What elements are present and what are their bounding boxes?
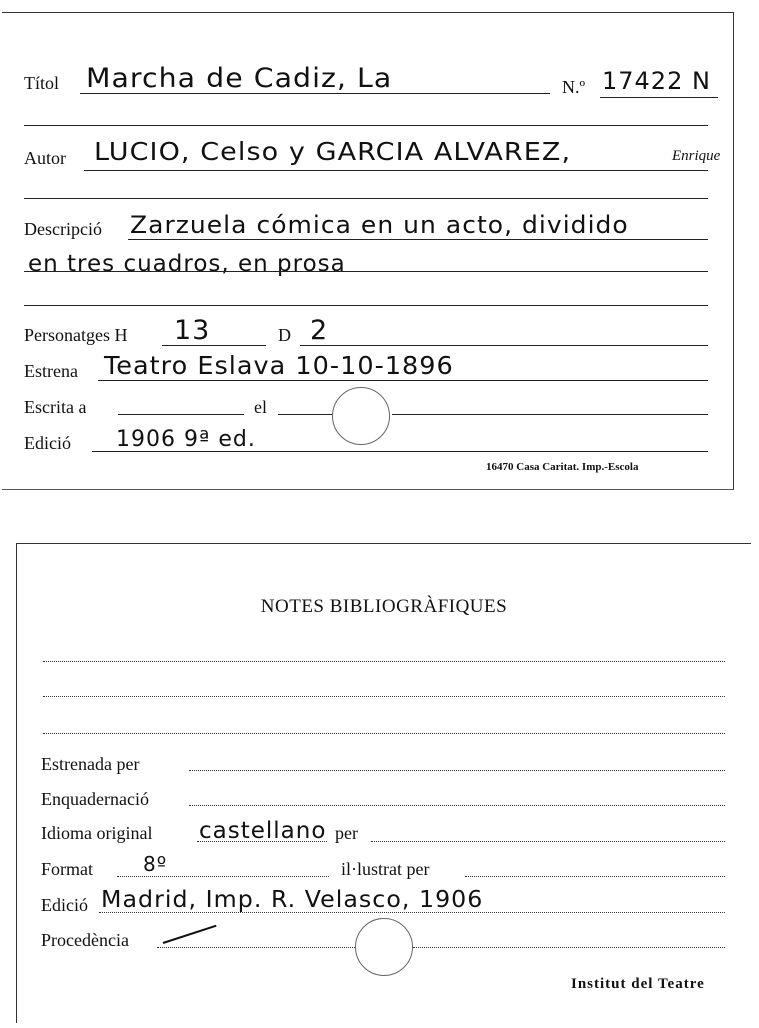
autor-value: LUCIO, Celso y GARCIA ALVAREZ, bbox=[94, 137, 572, 166]
illustrat-label: il·lustrat per bbox=[341, 859, 430, 879]
descripcio-line1: Zarzuela cómica en un acto, dividido bbox=[130, 211, 629, 239]
printer-imprint: 16470 Casa Caritat. Imp.-Escola bbox=[486, 461, 639, 473]
estrena-label: Estrena bbox=[24, 361, 78, 381]
personatges-h-value: 13 bbox=[174, 315, 211, 346]
estrena-line bbox=[98, 380, 708, 381]
notes-line-1 bbox=[43, 661, 725, 662]
personatges-d-label: D bbox=[278, 325, 291, 345]
punch-hole-back bbox=[355, 918, 413, 976]
idioma-per-line bbox=[371, 841, 725, 842]
personatges-label: Personatges H bbox=[24, 325, 128, 345]
estrenada-line bbox=[189, 770, 725, 771]
institution-name: Institut del Teatre bbox=[571, 976, 705, 992]
escrita-line bbox=[118, 414, 244, 415]
notes-heading: NOTES BIBLIOGRÀFIQUES bbox=[260, 596, 508, 617]
el-label: el bbox=[254, 397, 267, 417]
enquadernacio-label: Enquadernació bbox=[41, 789, 149, 809]
descripcio-line2: en tres cuadros, en prosa bbox=[28, 251, 346, 277]
autor-label: Autor bbox=[24, 148, 66, 168]
illustrat-line bbox=[465, 876, 725, 877]
descripcio-label: Descripció bbox=[24, 219, 102, 239]
back-edicio-label: Edició bbox=[41, 895, 88, 915]
idioma-per-label: per bbox=[335, 823, 358, 843]
titol-label: Títol bbox=[24, 73, 59, 93]
autor-line bbox=[84, 170, 708, 171]
back-edicio-value: Madrid, Imp. R. Velasco, 1906 bbox=[101, 887, 484, 913]
personatges-d-value: 2 bbox=[310, 315, 329, 346]
num-value: 17422 N bbox=[602, 67, 711, 95]
procedencia-line-a bbox=[157, 947, 355, 948]
procedencia-line-b bbox=[413, 947, 725, 948]
descripcio-line bbox=[128, 239, 708, 240]
idioma-line bbox=[197, 841, 327, 842]
personatges-h-line bbox=[162, 345, 266, 346]
el-line-a bbox=[278, 414, 338, 415]
edicio-value: 1906 9ª ed. bbox=[116, 427, 256, 452]
catalog-card-back bbox=[16, 543, 751, 1023]
estrena-value: Teatro Eslava 10-10-1896 bbox=[104, 351, 454, 380]
format-label: Format bbox=[41, 859, 93, 879]
escrita-label: Escrita a bbox=[24, 397, 87, 417]
descripcio-third-line bbox=[24, 305, 708, 306]
catalog-card-front bbox=[2, 12, 734, 490]
back-edicio-line bbox=[99, 912, 725, 913]
format-line bbox=[117, 876, 329, 877]
edicio-line bbox=[92, 451, 708, 452]
num-line bbox=[600, 97, 718, 98]
personatges-d-line bbox=[300, 345, 708, 346]
procedencia-label: Procedència bbox=[41, 930, 129, 950]
titol-second-line bbox=[24, 125, 708, 126]
num-label: N.º bbox=[562, 77, 586, 97]
autor-second-line bbox=[24, 198, 708, 199]
format-value: 8º bbox=[143, 852, 168, 876]
edicio-label: Edició bbox=[24, 433, 71, 453]
punch-hole-front bbox=[332, 387, 390, 445]
idioma-value: castellano bbox=[199, 818, 327, 844]
titol-line bbox=[80, 93, 550, 94]
titol-value: Marcha de Cadiz, La bbox=[86, 63, 393, 94]
descripcio-second-line bbox=[24, 271, 708, 272]
procedencia-dash bbox=[163, 925, 217, 944]
enquadernacio-line bbox=[189, 805, 725, 806]
autor-value-extra: Enrique bbox=[672, 148, 721, 164]
el-line-b bbox=[392, 414, 708, 415]
notes-line-2 bbox=[43, 696, 725, 697]
idioma-label: Idioma original bbox=[41, 823, 153, 843]
estrenada-label: Estrenada per bbox=[41, 754, 140, 774]
notes-line-3 bbox=[43, 733, 725, 734]
